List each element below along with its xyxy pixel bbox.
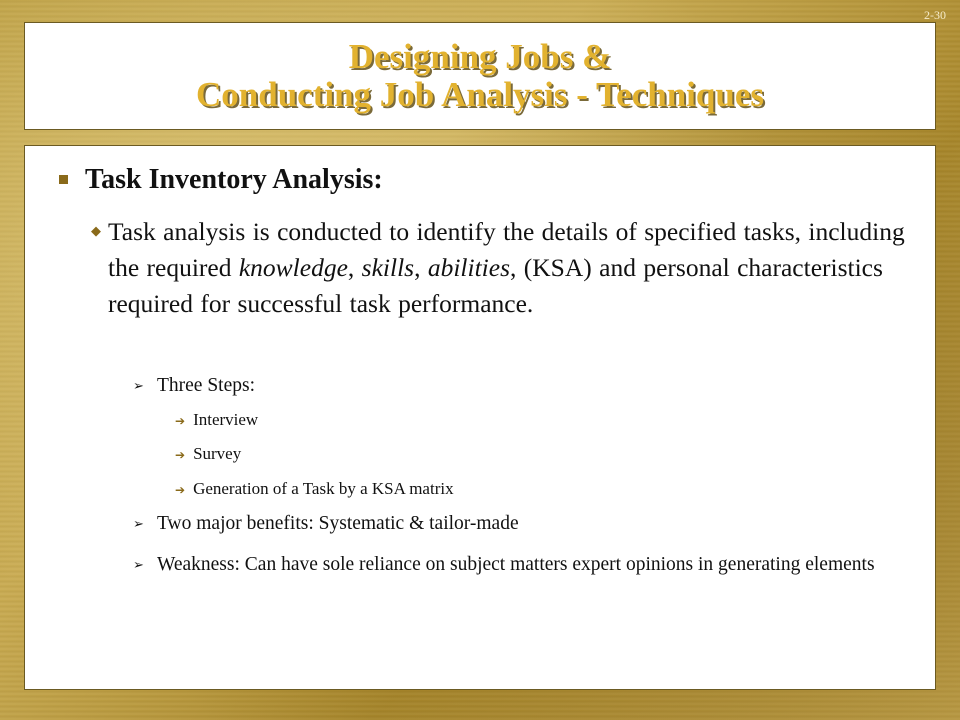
diamond-bullet-icon: ◆ (91, 223, 101, 238)
arrow-bullet-icon: ➢ (133, 378, 144, 393)
step-label: Interview (193, 410, 259, 429)
right-arrow-icon: ➔ (175, 414, 186, 428)
three-steps-label: Three Steps: (157, 375, 256, 396)
section-heading: Task Inventory Analysis: (85, 164, 383, 195)
arrow-bullet-icon: ➢ (133, 557, 144, 572)
task-analysis-paragraph (108, 214, 911, 322)
task-analysis-item (91, 214, 911, 322)
weakness-text: Weakness: Can have sole reliance on subject matters expert opinions in generating elements (157, 554, 875, 575)
paragraph-sep-1: , (347, 253, 362, 282)
heading-bullet-item (59, 164, 383, 196)
slide-number: 2-30 (924, 8, 946, 22)
benefits-text: Two major benefits: Systematic & tailor-made (157, 513, 519, 534)
abilities-term: abilities (427, 253, 511, 282)
weakness-item (133, 553, 913, 577)
step-item (175, 444, 241, 464)
step-item (175, 479, 454, 499)
content-box (24, 145, 936, 690)
title-box (24, 22, 936, 130)
benefits-item (133, 512, 913, 536)
step-label: Generation of a Task by a KSA matrix (193, 479, 454, 498)
right-arrow-icon: ➔ (175, 448, 186, 462)
right-arrow-icon: ➔ (175, 483, 186, 497)
paragraph-text-2: , (KSA) and personal characteristics required for successful task performance. (108, 253, 883, 318)
title-line-1: Designing Jobs & (348, 37, 612, 76)
paragraph-text-1: Task analysis is conducted to identify the details of specified tasks, including the required (108, 217, 905, 282)
skills-term: skills (361, 253, 415, 282)
knowledge-term: knowledge (238, 253, 348, 282)
title-line-2: Conducting Job Analysis - Techniques (196, 75, 764, 114)
paragraph-sep-2: , (414, 253, 428, 282)
arrow-bullet-icon: ➢ (133, 516, 144, 531)
three-steps-item (133, 374, 913, 398)
step-label: Survey (193, 444, 242, 463)
square-bullet-icon (59, 175, 68, 184)
step-item (175, 410, 258, 430)
